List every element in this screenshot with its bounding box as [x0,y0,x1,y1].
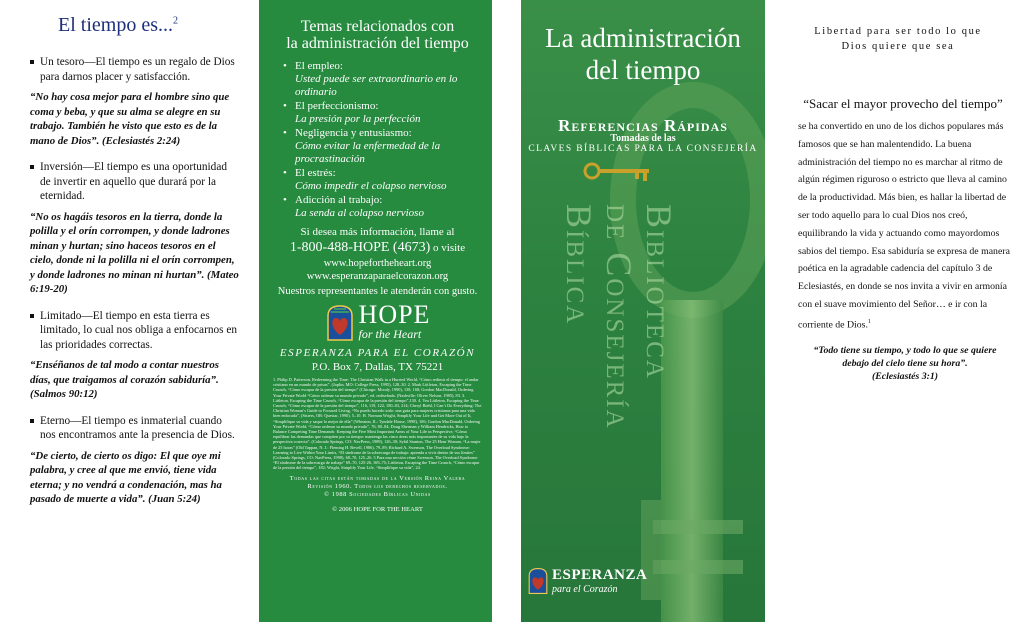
hope-for-the-heart-logo [269,300,486,342]
freedom-heading-line2: Dios quiere que sea [841,41,955,52]
hope-logo-word: HOPE [358,300,431,329]
website-link-spanish[interactable]: www.esperanzaparaelcorazon.org [306,271,449,282]
topic-subtitle: Cómo evitar la enfermedad de la procrastinación [295,140,441,165]
esperanza-logo-word: ESPERANZA [552,567,648,583]
page-title [58,14,240,37]
left-panel [0,0,250,622]
phone-suffix: o visite [430,242,466,254]
esperanza-logo [527,566,647,596]
esperanza-tagline: ESPERANZA PARA EL CORAZÓN [279,347,476,359]
vertical-word: de Consejería [599,204,639,430]
version-line: Todas las citas están tomadas de la Versión Reina Valera [289,474,466,482]
topics-heading [269,18,486,52]
gold-key-icon [583,160,653,182]
stained-glass-heart-icon [527,566,549,596]
series-name: CLAVES BÍBLICAS PARA LA CONSEJERÍA [528,144,758,154]
phone-number[interactable]: 1-800-488-HOPE (4673) [289,240,431,255]
library-vertical-title [559,204,679,430]
scripture-quote: “De cierto, de cierto os digo: El que oye mi palabra, y cree al que me envió, tiene vida eterna; y no vendrá a condenación, mas ha pasado de muerte a vida”. (Juan 5:24) [30,449,222,505]
scripture-quote: “No os hagáis tesoros en la tierra, donde la polilla y el orín corrompen, y donde ladrones minan y hurtan; sino haceos tesoros en el cielo, donde ni la polilla ni el orín corrompen, y donde ladrones no minan ni hurtan”. (Mateo 6:19-20) [30,210,239,295]
scripture-quote: “No hay cosa mejor para el hombre sino que coma y beba, y que su alma se alegre en su trabajo. También he visto que esto es de la mano de Dios”. (Eclesiastés 2:24) [30,91,230,147]
title-text: El tiempo es... [58,14,173,36]
verse-line: “Todo tiene su tiempo, y todo lo que se quiere [813,344,997,356]
topic-name: • El empleo: [295,60,343,72]
version-line: Revisión 1960. Todos los derechos reservados. [307,482,448,490]
list-item: Un tesoro—El tiempo es un regalo de Dios para darnos placer y satisfacción. [30,55,240,84]
topic-item [295,100,486,126]
representatives-text: Nuestros representantes le atenderán con gusto. [277,286,478,297]
body-text [784,118,1012,334]
taken-from-text: Tomadas de las [610,133,676,144]
website-link-english[interactable]: www.hopefortheheart.org [323,258,432,269]
cover-panel [521,0,765,622]
topic-name: • El estrés: [295,167,336,179]
info-text: Si desea más información, llame al [300,226,455,238]
related-topics-panel [259,0,492,622]
cover-title-line2: del tiempo [585,55,701,85]
list-item: Eterno—El tiempo es inmaterial cuando nos encontramos ante la presencia de Dios. [30,414,240,443]
body-footnote: 1 [867,318,871,325]
list-item: Limitado—El tiempo en esta tierra es limitado, lo cual nos obliga a enfocarnos en las prioridades correctas. [30,309,240,353]
verse-reference: (Eclesiastés 3:1) [871,370,939,382]
esperanza-logo-text [552,567,647,595]
title-footnote: 2 [172,15,178,27]
topic-item [295,167,486,193]
topic-item [295,60,486,99]
topic-name: • Adicción al trabajo: [295,194,382,206]
pull-quote: “Sacar el mayor provecho del tiempo” [803,96,1003,111]
quick-reference-heading: Referencias Rápidas [558,116,728,135]
cover-title [521,22,765,86]
body-paragraph: se ha convertido en uno de los dichos populares más famosos que se han malentendido. La buena administración del tiempo no es marchar al ritmo de algún régimen riguroso o estricto que lleva al camino de la productividad. Más bien, es hallar la libertad de ser todo aquello para lo cual Dios nos creó, equilibrando la vida y actuando como mayordomos sabios del tiempo. Esa sabiduría se expresa de manera poética en la agradable cadencia del capítulo 3 de Eclesiastés, en donde se nos invita a vivir en armonía con el suave movimiento del Señor… e ir con la corriente de Dios. [798,121,1010,331]
topics-heading-line1: Temas relacionados con [300,18,455,35]
copyright: © 2006 HOPE FOR THE HEART [332,505,423,513]
verse-line: debajo del cielo tiene su hora”. [842,357,968,369]
vertical-word: Bíblica [559,204,599,326]
list-item: Inversión—El tiempo es una oportunidad de invertir en aquello que durará por la eternidad. [30,160,240,204]
topic-item [295,127,486,166]
freedom-heading-line1: Libertad para ser todo lo que [814,26,982,37]
scripture-quote: “Enséñanos de tal modo a contar nuestros días, que traigamos al corazón sabiduría”. (Salmos 90:12) [30,359,219,400]
topic-name: • El perfeccionismo: [295,100,378,112]
verse-quote [784,344,1012,383]
topic-subtitle: La presión por la perfección [295,113,421,125]
phone-line [269,240,486,256]
stained-glass-heart-icon [325,304,355,342]
topic-item [295,194,486,220]
topics-heading-line2: la administración del tiempo [286,35,469,52]
right-panel [770,0,1024,622]
mailing-address: P.O. Box 7, Dallas, TX 75221 [311,361,444,373]
topic-subtitle: La senda al colapso nervioso [295,207,424,219]
freedom-heading [784,24,1012,54]
hope-logo-text [358,300,431,342]
version-line: © 1988 Sociedades Bíblicas Unidas [324,490,431,498]
topics-list [269,60,486,220]
esperanza-logo-tagline: para el Corazón [552,584,618,595]
bible-version-notice [269,475,486,499]
cover-title-line1: La administración [545,23,741,53]
topic-subtitle: Usted puede ser extraordinario en lo ordinario [295,73,458,98]
vertical-word: Biblioteca [639,204,679,380]
topic-name: • Negligencia y entusiasmo: [295,127,412,139]
topic-subtitle: Cómo impedir el colapso nervioso [295,180,447,192]
hope-logo-tagline: for the Heart [358,327,422,341]
footnotes: 1. Philip D. Patterson, Redeeming the Time: The Christian Walk in a Hurried World, “Cómo redimir el tiempo: el andar cristiano en un mundo de prisas”. (Joplin, MO: College Press, 1995), 128–30. 2. Mark Littleton, Escaping the Time Crunch, “Cómo escapar de la presión del tiempo” (Chicago: Moody, 1990), 138, 168; Gordon MacDonald, Ordering Your Private World “Cómo ordenar su mundo privado”, ed. rediseñada. (Nashville: Oliver Nelson, 1985), 83. 3. Littleton, Escaping the Time Crunch, “Cómo escapar de la presión del tiempo”,130. 4. Vea Littleton, Escaping the Time Crunch, “Cómo escapar de la presión del tiempo”, 116, 119, 122, 180–83, 214; Cheryl Biehl, I Can’t Do Everything: The Christian Woman’s Guide to Focused Living, “No puedo hacerlo todo: una guía para mujeres cristianas para una vida bien enfocada”, (Sisters, OR: Questar, 1990). 5–10. H. Norman Wright, Simplify Your Life and Get More Out of It, “Simplifique su vida y saque lo mejor de ella” (Wheaton, IL: Tyndale House, 1998), 106; Gordon MacDonald, Ordering Your Private World, “Cómo ordenar su mundo privado”, 76, 80–84; Doug Sherman y William Hendricks, How to Balance Competing Time Demands: Keeping the Five Most Important Areas of Your Life in Perspective, “Cómo equilibrar las demandas que compiten por su tiempo: mantenga las cinco áreas más importantes de su vida bajo la perspectiva correcta”. (Colorado Springs, CO: NavPress, 1989), 126–30; Sybil Stanton, The 25 Hour Woman, “La mujer de 25 horas” (Old Tappan, N. J.: Fleming H. Revell, 1986), 79–89; Richard A. Swenson, The Overload Syndrome: Learning to Live Within Your Limits, “El síndrome de la sobrecarga de trabajo: aprenda a vivir dentro de sus límites” (Colorado Springs, CO: NavPress, 1998), 68–70, 125–26. 5 Para una sección véase Swenson, The Overload Syndrome “El síndrome de la sobrecarga de trabajo” 69–70, 125-26, 169–75; Littleton, Escaping the Time Crunch, “Cómo escapar de la presión del tiempo”, 182; Wright, Simplify Your Life, “Simplifique su vida”, 24. [273,377,482,471]
